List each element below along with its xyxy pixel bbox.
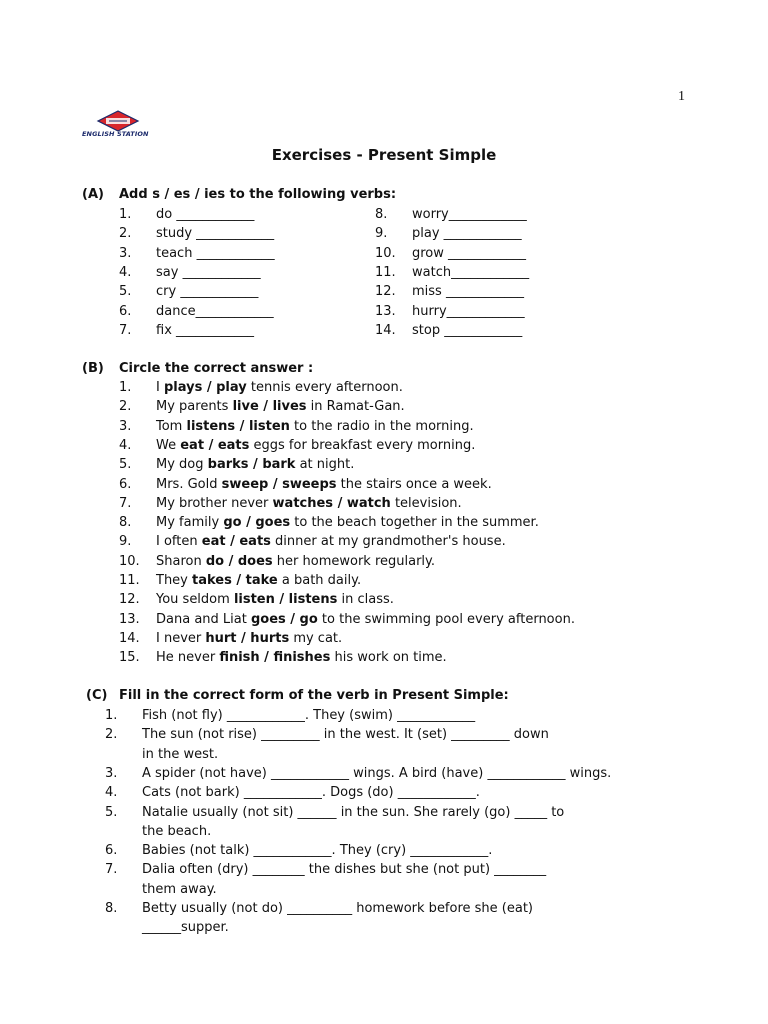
exercise-line: Natalie usually (not sit) ______ in the sun. She rarely (go) _____ to [142,804,565,820]
question-number: 3. [119,418,132,434]
exercise-line: Cats (not bark) ____________. Dogs (do) ____________. [142,785,480,801]
sentence-end: to the swimming pool every afternoon. [317,611,575,627]
answer-choices: goes / go [250,611,318,627]
sentence-start: You seldom [156,592,234,608]
sentence-end: to the beach together in the summer. [290,515,539,531]
question-number: 4. [119,437,132,453]
sentence-end: his work on time. [330,650,447,666]
question-number: 11. [119,573,140,588]
verb-item-number: 12. [375,284,396,300]
verb-item-blank: watch____________ [412,264,530,280]
logo-text: ENGLISH STATION [82,130,149,138]
sentence-start: My brother never [156,495,273,511]
sentence-start: Dana and Liat [156,611,251,627]
question-number: 12. [119,592,140,608]
question-sentence [156,496,462,511]
answer-choices: watches / watch [272,495,391,511]
answer-choices: takes / take [192,573,278,588]
answer-choices: do / does [205,553,273,569]
question-number: 7. [119,495,132,511]
exercise-line: them away. [142,881,217,897]
question-sentence [156,592,394,607]
sentence-start: He never [156,650,220,666]
answer-choices: listens / listen [186,418,290,434]
verb-item-number: 7. [119,322,132,338]
question-sentence [156,399,405,414]
verb-item-number: 10. [375,245,396,261]
answer-choices: eat / eats [180,437,250,453]
question-number: 14. [119,630,140,646]
exercise-line: The sun (not rise) _________ in the west. It (set) _________ down [142,727,549,743]
verb-item-number: 3. [119,245,132,261]
exercise-number: 6. [105,843,118,859]
sentence-start: My dog [156,457,208,473]
answer-choices: barks / bark [207,457,296,473]
verb-item-number: 9. [375,226,388,242]
verb-item-number: 6. [119,303,132,319]
verb-item-blank: miss ____________ [412,284,524,300]
sentence-start: Tom [156,418,187,434]
verb-item-blank: teach ____________ [156,245,275,261]
question-sentence [156,573,361,588]
question-number: 6. [119,476,132,492]
answer-choices: sweep / sweeps [221,476,337,492]
sentence-end: the stairs once a week. [336,476,492,492]
exercise-line: Fish (not fly) ____________. They (swim) ____________ [142,708,476,723]
exercise-line: A spider (not have) ____________ wings. A bird (have) ____________ wings. [142,765,612,781]
question-sentence [156,650,447,665]
exercise-line: the beach. [142,823,212,839]
answer-choices: live / lives [232,399,307,415]
sentence-end: her homework regularly. [272,553,436,569]
question-sentence [156,534,506,549]
sentence-start: My family [156,515,224,531]
verb-item-blank: grow ____________ [412,245,527,261]
verb-item-blank: worry____________ [412,207,527,222]
verb-item-blank: say ____________ [156,264,261,280]
exercise-number: 5. [105,804,118,820]
sentence-end: tennis every afternoon. [246,380,403,395]
verb-item-blank: play ____________ [412,226,522,242]
question-number: 5. [119,457,132,473]
section-c-label: (C) [86,688,108,703]
question-number: 8. [119,515,132,531]
verb-item-blank: cry ____________ [156,284,259,300]
sentence-start: My parents [156,399,233,415]
verb-item-number: 8. [375,207,388,222]
exercise-line: in the west. [142,746,219,762]
sentence-end: at night. [295,457,355,473]
verb-item-blank: dance____________ [156,303,274,319]
verb-item-number: 1. [119,207,132,222]
answer-choices: go / goes [223,515,291,531]
sentence-end: to the radio in the morning. [289,418,474,434]
section-b-label: (B) [82,361,104,376]
sentence-end: my cat. [289,630,343,646]
exercise-line: Babies (not talk) ____________. They (cry) ____________. [142,843,493,859]
question-sentence [156,380,403,395]
section-b-heading: Circle the correct answer : [119,361,314,376]
sentence-end: in Ramat-Gan. [306,399,405,415]
answer-choices: listen / listens [233,592,338,608]
question-sentence [156,554,435,569]
section-c-heading: Fill in the correct form of the verb in Present Simple: [119,688,509,703]
exercise-number: 4. [105,785,118,801]
question-sentence [156,419,474,434]
question-number: 15. [119,650,140,666]
sentence-start: I often [156,534,202,550]
answer-choices: eat / eats [201,534,271,550]
section-a-heading: Add s / es / ies to the following verbs: [119,187,397,202]
sentence-start: We [156,437,181,453]
logo-diamond-icon [82,110,154,132]
sentence-end: in class. [337,592,394,608]
answer-choices: finish / finishes [219,650,331,666]
sentence-start: I never [156,630,206,646]
sentence-start: Sharon [156,553,206,569]
question-number: 13. [119,611,140,627]
verb-item-blank: hurry____________ [412,303,525,319]
question-number: 9. [119,534,132,550]
verb-item-number: 4. [119,264,132,280]
verb-item-blank: fix ____________ [156,322,255,338]
sentence-start: Mrs. Gold [156,476,222,492]
verb-item-number: 5. [119,284,132,300]
sentence-end: a bath daily. [277,573,362,588]
exercise-number: 3. [105,765,118,781]
verb-item-blank: do ____________ [156,207,255,222]
question-sentence [156,438,475,453]
sentence-end: television. [390,495,462,511]
exercise-number: 1. [105,708,118,723]
sentence-start: They [156,573,193,588]
question-sentence [156,515,539,530]
verb-item-blank: study ____________ [156,226,275,242]
page-title: Exercises - Present Simple [271,146,497,164]
verb-item-number: 14. [375,322,396,338]
question-sentence [156,457,354,472]
exercise-number: 8. [105,901,118,916]
question-number: 2. [119,399,132,415]
sentence-start: I [156,380,164,395]
question-number: 10. [119,553,140,569]
question-sentence [156,477,492,492]
verb-item-number: 13. [375,303,396,319]
verb-item-number: 11. [375,264,396,280]
page-number: 1 [678,89,685,104]
exercise-number: 2. [105,727,118,743]
question-sentence [156,631,342,646]
question-sentence [156,612,575,627]
section-a-label: (A) [82,187,104,202]
sentence-end: dinner at my grandmother's house. [270,534,506,550]
exercise-line: Dalia often (dry) ________ the dishes but she (not put) ________ [142,862,547,878]
verb-item-blank: stop ____________ [412,322,523,338]
sentence-end: eggs for breakfast every morning. [249,437,476,453]
verb-item-number: 2. [119,226,132,242]
exercise-number: 7. [105,862,118,878]
answer-choices: plays / play [163,380,247,395]
exercise-line: Betty usually (not do) __________ homework before she (eat) [142,901,534,916]
exercise-line: ______supper. [142,920,229,936]
english-station-logo [82,110,154,140]
answer-choices: hurt / hurts [205,630,290,646]
question-number: 1. [119,380,132,395]
